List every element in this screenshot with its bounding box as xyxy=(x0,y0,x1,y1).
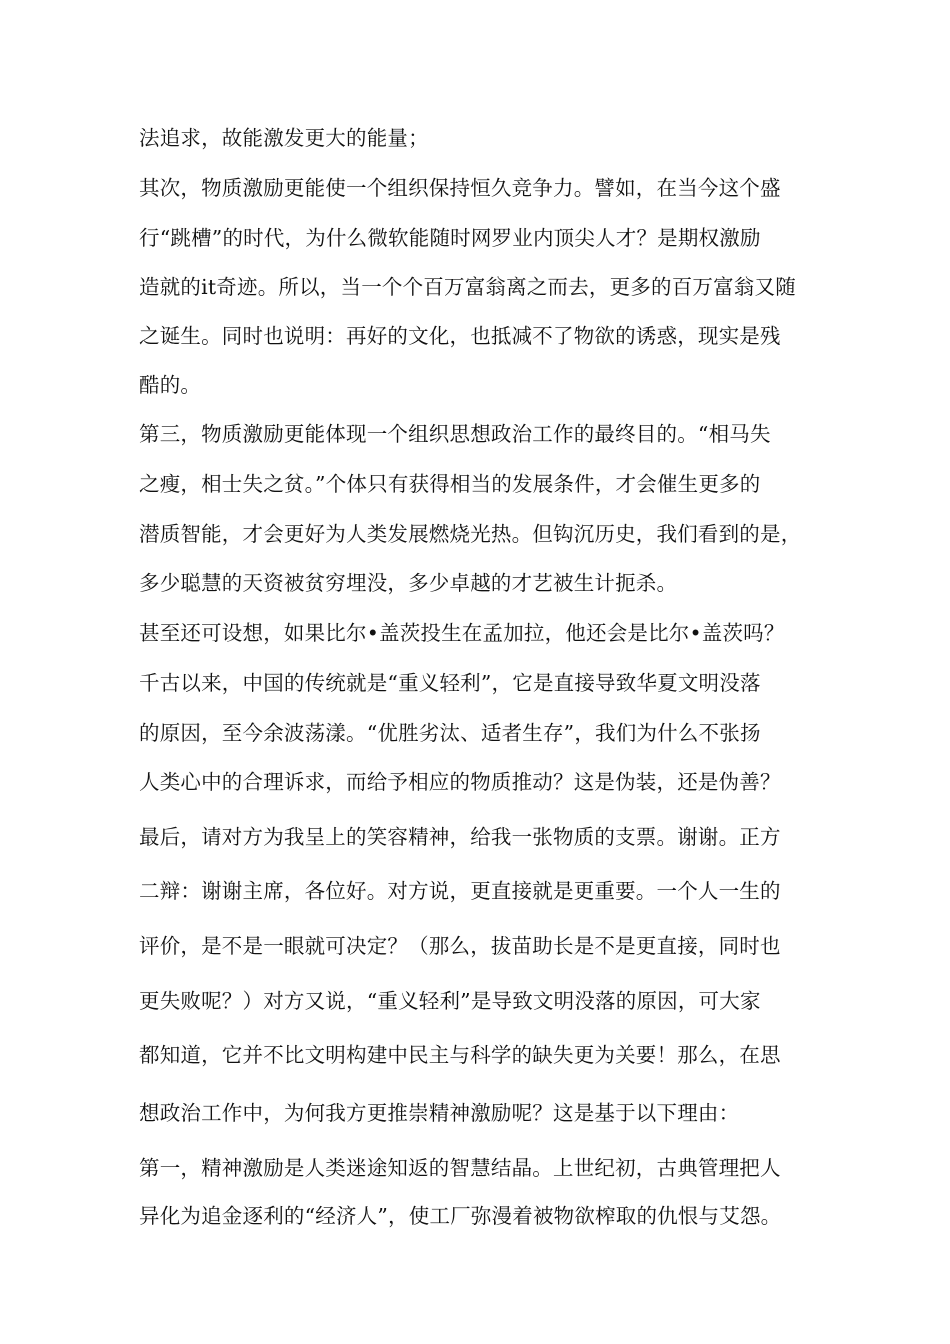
text-line: 多少聪慧的天资被贫穷埋没，多少卓越的才艺被生计扼杀。 xyxy=(139,571,678,595)
text-line: 评价，是不是一眼就可决定？（那么，拔苗助长是不是更直接，同时也 xyxy=(139,934,781,958)
text-line: 都知道，它并不比文明构建中民主与科学的缺失更为关要！那么，在思 xyxy=(139,1043,781,1067)
text-line: 法追求，故能激发更大的能量； xyxy=(139,126,429,150)
text-line: 千古以来，中国的传统就是“重义轻利”，它是直接导致华夏文明没落 xyxy=(139,671,761,695)
text-line: 最后，请对方为我呈上的笑容精神，给我一张物质的支票。谢谢。正方 xyxy=(139,825,781,849)
text-line: 第三，物质激励更能体现一个组织思想政治工作的最终目的。“相马失 xyxy=(139,422,771,446)
text-line: 的原因，至今余波荡漾。“优胜劣汰、适者生存”，我们为什么不张扬 xyxy=(139,721,761,745)
text-line: 甚至还可设想，如果比尔•盖茨投生在孟加拉，他还会是比尔•盖茨吗？ xyxy=(139,621,785,645)
text-line: 其次，物质激励更能使一个组织保持恒久竞争力。譬如，在当今这个盛 xyxy=(139,176,781,200)
text-line: 更失败呢？）对方又说，“重义轻利”是导致文明没落的原因，可大家 xyxy=(139,989,761,1013)
text-line: 第一，精神激励是人类迷途知返的智慧结晶。上世纪初，古典管理把人 xyxy=(139,1156,781,1180)
text-line: 酷的。 xyxy=(139,373,202,397)
text-line: 想政治工作中，为何我方更推崇精神激励呢？这是基于以下理由： xyxy=(139,1101,740,1125)
text-line: 行“跳槽”的时代，为什么微软能随时网罗业内顶尖人才？是期权激励 xyxy=(139,226,761,250)
text-line: 潜质智能，才会更好为人类发展燃烧光热。但钩沉历史，我们看到的是， xyxy=(139,522,802,546)
text-line: 二辩：谢谢主席，各位好。对方说，更直接就是更重要。一个人一生的 xyxy=(139,879,781,903)
text-line: 造就的it奇迹。所以，当一个个百万富翁离之而去，更多的百万富翁又随 xyxy=(139,275,796,299)
text-line: 之瘦，相士失之贫。”个体只有获得相当的发展条件，才会催生更多的 xyxy=(139,472,761,496)
text-line: 之诞生。同时也说明：再好的文化，也抵减不了物欲的诱惑，现实是残 xyxy=(139,324,781,348)
text-line: 异化为追金逐利的“经济人”，使工厂弥漫着被物欲榨取的仇恨与艾怨。 xyxy=(139,1204,782,1228)
text-line: 人类心中的合理诉求，而给予相应的物质推动？这是伪装，还是伪善？ xyxy=(139,770,781,794)
